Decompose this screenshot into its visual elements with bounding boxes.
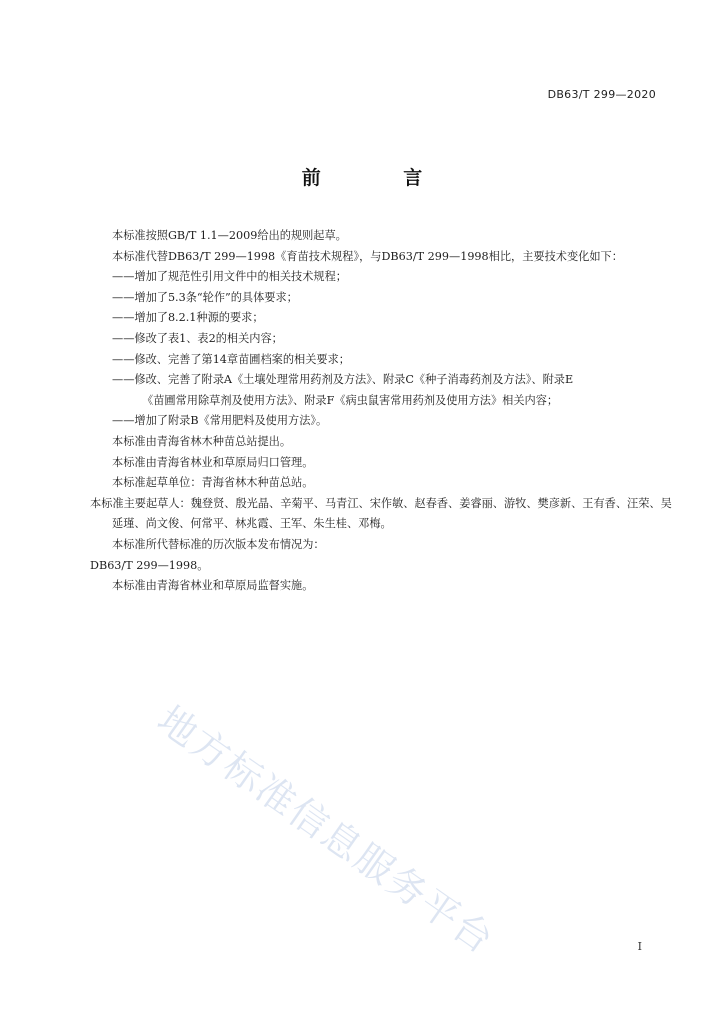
document-code: DB63/T 299—2020: [547, 88, 656, 101]
paragraph-drafters: 本标准主要起草人：魏登贤、殷光晶、辛菊平、马青江、宋作敏、赵春香、姜睿丽、游牧、樊彦新、王有香、汪荣、吴延瑾、尚文俊、何常平、林兆霞、王军、朱生桂、邓梅。: [90, 496, 672, 531]
paragraph-replaces: 本标准代替DB63/T 299—1998《育苗技术规程》，与DB63/T 299—1998相比，主要技术变化如下：: [112, 249, 623, 263]
section-title: 前 言: [301, 167, 461, 189]
page-number: I: [637, 940, 642, 953]
paragraph-proposer: 本标准由青海省林木种苗总站提出。: [112, 434, 292, 448]
change-item-continuation: 《苗圃常用除草剂及使用方法》、附录F《病虫鼠害常用药剂及使用方法》相关内容；: [142, 393, 559, 407]
change-item: ——修改了表1、表2的相关内容；: [112, 331, 283, 345]
change-item: ——增加了附录B《常用肥料及使用方法》。: [112, 414, 328, 428]
change-item: ——修改、完善了附录A《土壤处理常用药剂及方法》、附录C《种子消毒药剂及方法》、附录E: [112, 373, 574, 387]
document-body: [90, 226, 672, 597]
change-item: ——增加了5.3条“轮作”的具体要求；: [112, 290, 298, 304]
paragraph-history-version: DB63/T 299—1998。: [90, 558, 209, 572]
paragraph-drafting-rules: 本标准按照GB/T 1.1—2009给出的规则起草。: [112, 229, 347, 242]
change-item: ——修改、完善了第14章苗圃档案的相关要求；: [112, 352, 350, 366]
watermark: 地方标准信息服务平台: [149, 697, 503, 963]
paragraph-management: 本标准由青海省林业和草原局归口管理。: [112, 455, 314, 469]
change-item: ——增加了规范性引用文件中的相关技术规程；: [112, 270, 347, 284]
paragraph-history: 本标准所代替标准的历次版本发布情况为：: [112, 537, 325, 551]
paragraph-supervision: 本标准由青海省林业和草原局监督实施。: [112, 579, 314, 593]
change-item: ——增加了8.2.1种源的要求；: [112, 311, 264, 325]
paragraph-drafting-unit: 本标准起草单位：青海省林木种苗总站。: [112, 476, 314, 490]
